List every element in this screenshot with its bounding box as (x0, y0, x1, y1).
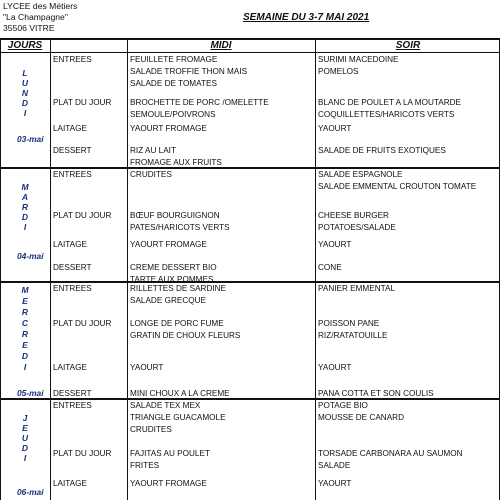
soir-cell: SURIMI MACEDOINE POMELOS (318, 55, 399, 76)
midi-cell: YAOURT FROMAGE (130, 240, 207, 249)
day-date: 06-mai (17, 487, 44, 497)
category-label: PLAT DU JOUR (53, 98, 112, 107)
school-name: LYCEE des Métiers (3, 1, 78, 11)
soir-cell: YAOURT (318, 479, 352, 488)
soir-cell: POTAGE BIO MOUSSE DE CANARD (318, 401, 404, 422)
col-header-soir: SOIR (395, 40, 421, 51)
midi-cell: LONGE DE PORC FUME GRATIN DE CHOUX FLEURS (130, 319, 241, 340)
category-label: LAITAGE (53, 363, 87, 372)
category-label: ENTREES (53, 55, 92, 64)
midi-cell: YAOURT FROMAGE (130, 124, 207, 133)
soir-cell: CONE (318, 263, 342, 272)
soir-cell: PANA COTTA ET SON COULIS (318, 389, 434, 398)
day-name-mardi: M A R D I (21, 182, 29, 232)
category-label: ENTREES (53, 170, 92, 179)
soir-cell: PANIER EMMENTAL (318, 284, 396, 293)
soir-cell: YAOURT (318, 124, 352, 133)
midi-cell: CRUDITES (130, 170, 172, 179)
soir-cell: SALADE ESPAGNOLE SALADE EMMENTAL CROUTON TOMATE (318, 170, 477, 191)
midi-cell: BROCHETTE DE PORC /OMELETTE SEMOULE/POIVRONS (130, 98, 269, 119)
soir-cell: POISSON PANE RIZ/RATATOUILLE (318, 319, 388, 340)
col-header-jours: JOURS (7, 40, 43, 51)
midi-cell: CREME DESSERT BIO TARTE AUX POMMES (130, 263, 217, 284)
soir-cell: YAOURT (318, 240, 352, 249)
category-label: PLAT DU JOUR (53, 319, 112, 328)
midi-cell: RIZ AU LAIT FROMAGE AUX FRUITS (130, 146, 222, 167)
midi-cell: RILLETTES DE SARDINE SALADE GRECQUE (130, 284, 226, 305)
soir-cell: SALADE DE FRUITS EXOTIQUES (318, 146, 446, 155)
col-header-midi: MIDI (210, 40, 232, 51)
day-name-mercredi: M E R C R E D I (21, 285, 29, 372)
soir-cell: CHEESE BURGER POTATOES/SALADE (318, 211, 396, 232)
category-label: DESSERT (53, 146, 92, 155)
category-label: PLAT DU JOUR (53, 211, 112, 220)
category-label: LAITAGE (53, 124, 87, 133)
category-label: LAITAGE (53, 240, 87, 249)
midi-cell: MINI CHOUX A LA CREME (130, 389, 230, 398)
soir-cell: TORSADE CARBONARA AU SAUMON SALADE (318, 449, 463, 470)
midi-cell: YAOURT (130, 363, 164, 372)
category-label: PLAT DU JOUR (53, 449, 112, 458)
midi-cell: FEUILLETE FROMAGE SALADE TROFFIE THON MAIS SALADE DE TOMATES (130, 55, 248, 88)
midi-cell: BŒUF BOURGUIGNON PATES/HARICOTS VERTS (130, 211, 230, 232)
day-name-lundi: L U N D I (21, 68, 29, 118)
category-label: ENTREES (53, 401, 92, 410)
midi-cell: YAOURT FROMAGE (130, 479, 207, 488)
soir-cell: YAOURT (318, 363, 352, 372)
day-date: 04-mai (17, 251, 44, 261)
category-label: ENTREES (53, 284, 92, 293)
week-title: SEMAINE DU 3-7 MAI 2021 (243, 12, 370, 23)
soir-cell: BLANC DE POULET A LA MOUTARDE COQUILLETTES/HARICOTS VERTS (318, 98, 462, 119)
midi-cell: FAJITAS AU POULET FRITES (130, 449, 210, 470)
category-label: DESSERT (53, 389, 92, 398)
category-label: LAITAGE (53, 479, 87, 488)
day-date: 03-mai (17, 134, 44, 144)
school-subname: "La Champagne" (3, 12, 68, 22)
day-name-jeudi: J E U D I (21, 413, 29, 463)
category-label: DESSERT (53, 263, 92, 272)
day-date: 05-mai (17, 388, 44, 398)
school-city: 35506 VITRE (3, 23, 55, 33)
midi-cell: SALADE TEX MEX TRIANGLE GUACAMOLE CRUDITES (130, 401, 226, 434)
